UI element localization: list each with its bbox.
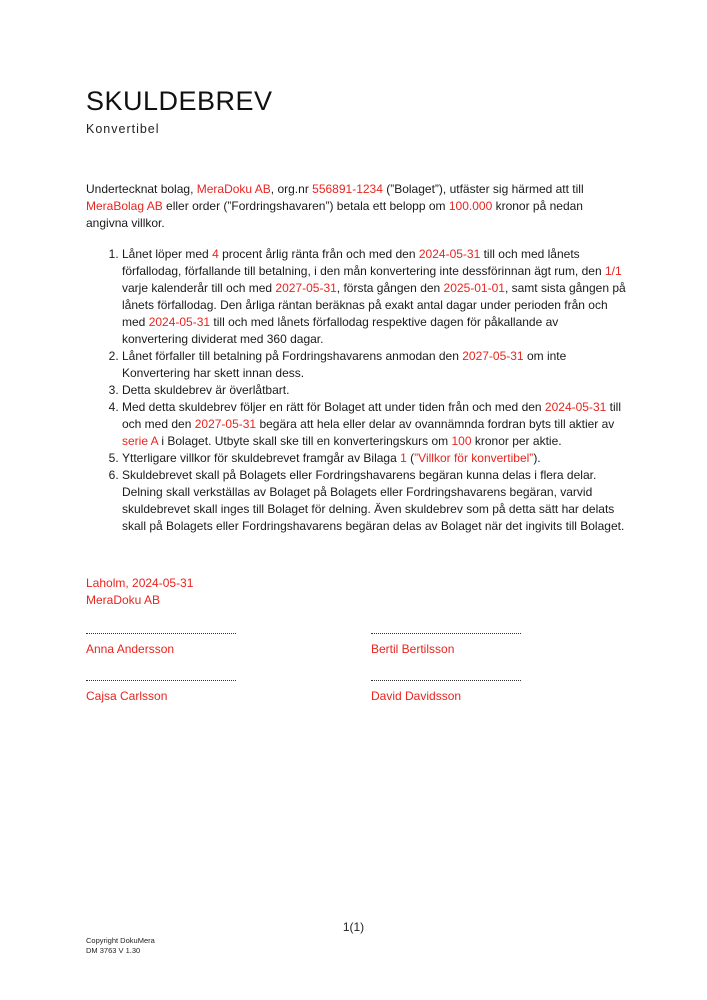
signature-line <box>86 680 236 681</box>
share-class: serie A <box>122 434 159 448</box>
signature-line <box>371 633 521 634</box>
term-division: 6. Skuldebrevet skall på Bolagets eller Fordringshavarens begäran kunna delas i flera delar. Delning skall verkställas av Bolaget på Bolagets eller Fordringshavarens begäran, varvid skuldebrevet skall inges till Bolaget för delning. Även skuldebrev som på detta sätt har delats skall på Bolagets eller Fordringshavarens begäran delas av Bolaget när det ingivits till Bolaget. <box>122 467 626 535</box>
signature-line <box>86 633 236 634</box>
term-transferable: 3. Detta skuldebrev är överlåtbart. <box>122 382 626 399</box>
issuer-name: MeraDoku AB <box>196 182 271 196</box>
copyright-block <box>86 936 155 956</box>
intro-paragraph: Undertecknat bolag, MeraDoku AB, org.nr 556891-1234 (”Bolaget”), utfäster sig härmed att till MeraBolag AB eller order (”Fordringshavaren”) betala ett belopp om 100.000 kronor på nedan angivna villkor. <box>86 182 584 230</box>
signing-company: MeraDoku AB <box>86 593 161 607</box>
first-payment-date: 2025-01-01 <box>443 281 505 295</box>
payment-day: 1/1 <box>604 264 622 278</box>
copyright-text: Copyright DokuMera <box>86 936 155 945</box>
creditor-name: MeraBolag AB <box>86 199 163 213</box>
document-subtitle: Konvertibel <box>86 122 160 136</box>
end-date: 2027-05-31 <box>275 281 337 295</box>
signatory-name: David Davidsson <box>371 689 462 703</box>
start-date: 2024-05-31 <box>418 247 481 261</box>
term-maturity: 2. Lånet förfaller till betalning på Fordringshavarens anmodan den 2027-05-31 om inte Konvertering har skett innan dess. <box>122 348 626 382</box>
conversion-price: 100 <box>451 434 472 448</box>
appendix-name: ”Villkor för konvertibel” <box>414 451 534 465</box>
term-appendix: 5. Ytterligare villkor för skuldebrevet framgår av Bilaga 1 (”Villkor för konvertibel”). <box>122 450 626 467</box>
page-number: 1(1) <box>342 920 365 934</box>
signature-block <box>86 633 236 658</box>
signature-line <box>371 680 521 681</box>
term-conversion: 4. Med detta skuldebrev följer en rätt för Bolaget att under tiden från och med den 2024-05-31 till och med den 2027-05-31 begära att hela eller delar av ovannämnda fordran byts till aktier av serie A i Bolaget. Utbyte skall ske till en konverteringskurs om 100 kronor per aktie. <box>122 399 626 450</box>
signing-place-block <box>86 575 193 609</box>
signatory-name: Anna Andersson <box>86 642 175 656</box>
conversion-to-date: 2027-05-31 <box>194 417 257 431</box>
signature-block <box>86 680 236 705</box>
org-number: 556891-1234 <box>312 182 383 196</box>
signature-block <box>371 680 521 705</box>
loan-amount: 100.000 <box>448 199 493 213</box>
place-date: Laholm, 2024-05-31 <box>86 576 194 590</box>
terms-list <box>86 246 626 535</box>
document-id: DM 3763 V 1.30 <box>86 946 141 955</box>
start-date-repeat: 2024-05-31 <box>148 315 211 329</box>
conversion-from-date: 2024-05-31 <box>544 400 607 414</box>
interest-rate: 4 <box>212 247 219 261</box>
signatory-name: Cajsa Carlsson <box>86 689 168 703</box>
signatory-name: Bertil Bertilsson <box>371 642 455 656</box>
appendix-number: 1 <box>400 451 407 465</box>
document-title: SKULDEBREV <box>86 86 273 116</box>
maturity-date: 2027-05-31 <box>462 349 524 363</box>
signature-block <box>371 633 521 658</box>
term-interest: 1. Lånet löper med 4 procent årlig ränta från och med den 2024-05-31 till och med lånets förfallodag, förfallande till betalning, i den mån konvertering inte dessförinnan ägt rum, den 1/1 varje kalenderår till och med 2027-05-31, första gången den 2025-01-01, samt sista gången på lånets förfallodag. Den årliga räntan beräknas på exakt antal dagar under perioden från och med 2024-05-31 till och med lånets förfallodag respektive dagen för påkallande av konvertering dividerat med 360 dagar. <box>122 246 626 348</box>
